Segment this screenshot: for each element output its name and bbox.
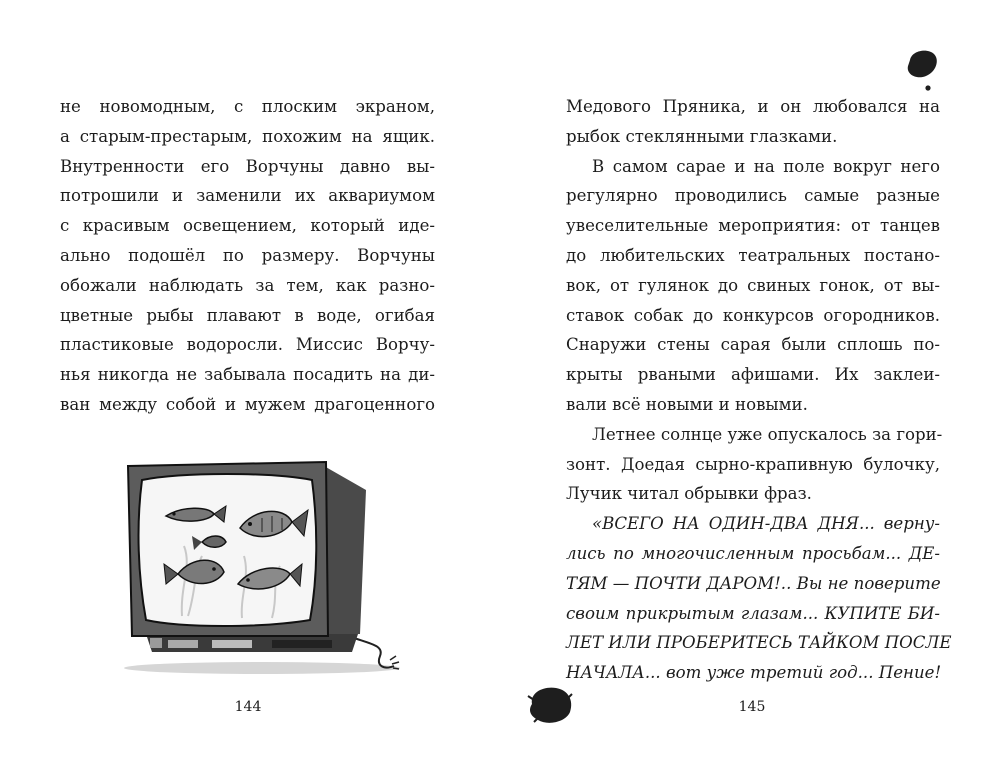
ink-blot-icon xyxy=(902,46,942,94)
text-line: «ВСЕГО НА ОДИН-ДВА ДНЯ... верну- xyxy=(592,514,940,534)
text-line: вок, от гулянок до свиных гонок, от вы- xyxy=(566,275,940,295)
text-line: лись по многочисленным просьбам... ДЕ- xyxy=(566,543,940,563)
text-line: а старым-престарым, похожим на ящик. xyxy=(60,126,435,146)
text-line: ЛЕТ ИЛИ ПРОБЕРИТЕСЬ ТАЙКОМ ПОСЛЕ xyxy=(566,633,952,653)
text-line: ставок собак до конкурсов огородников. xyxy=(566,305,940,325)
right-page-text xyxy=(566,92,952,688)
tv-aquarium-icon xyxy=(122,456,407,681)
text-line: потрошили и заменили их аквариумом xyxy=(60,186,435,206)
text-line: своим прикрытым глазам... КУПИТЕ БИ- xyxy=(566,603,940,623)
text-line: Снаружи стены сарая были сплошь по- xyxy=(566,335,940,355)
text-line: ТЯМ — ПОЧТИ ДАРОМ!.. Вы не поверите xyxy=(566,573,941,593)
text-line: Медового Пряника, и он любовался на xyxy=(566,97,940,116)
text-line: ально подошёл по размеру. Ворчуны xyxy=(60,245,435,265)
right-page xyxy=(500,0,1000,781)
text-line: обожали наблюдать за тем, как разно- xyxy=(60,275,435,295)
text-line: НАЧАЛА... вот уже третий год... Пение! xyxy=(566,663,942,683)
text-line: нья никогда не забывала посадить на ди- xyxy=(60,365,435,385)
text-line: Лучик читал обрывки фраз. xyxy=(566,484,812,504)
text-line: ван между собой и мужем драгоценного xyxy=(60,394,435,414)
text-line: зонт. Доедая сырно-крапивную булочку, xyxy=(566,454,940,474)
ink-blot-icon xyxy=(526,684,576,726)
text-line: пластиковые водоросли. Миссис Ворчу- xyxy=(60,335,435,355)
text-line: регулярно проводились самые разные xyxy=(566,186,940,206)
page-number: 145 xyxy=(738,699,766,715)
text-line: крыты рваными афишами. Их заклеи- xyxy=(566,365,940,385)
text-line: рыбок стеклянными глазками. xyxy=(566,126,838,146)
text-line: не новомодным, с плоским экраном, xyxy=(60,97,435,116)
left-page-text xyxy=(60,92,435,420)
text-line: Летнее солнце уже опускалось за гори- xyxy=(592,424,943,444)
text-line: до любительских театральных постано- xyxy=(566,245,940,265)
text-line: вали всё новыми и новыми. xyxy=(566,394,808,414)
text-line: В самом сарае и на поле вокруг него xyxy=(592,156,940,176)
text-line: цветные рыбы плавают в воде, огибая xyxy=(60,305,435,325)
text-line: с красивым освещением, который иде- xyxy=(60,216,435,236)
page-number: 144 xyxy=(234,699,262,715)
text-line: Внутренности его Ворчуны давно вы- xyxy=(60,156,435,176)
text-line: увеселительные мероприятия: от танцев xyxy=(566,216,940,236)
